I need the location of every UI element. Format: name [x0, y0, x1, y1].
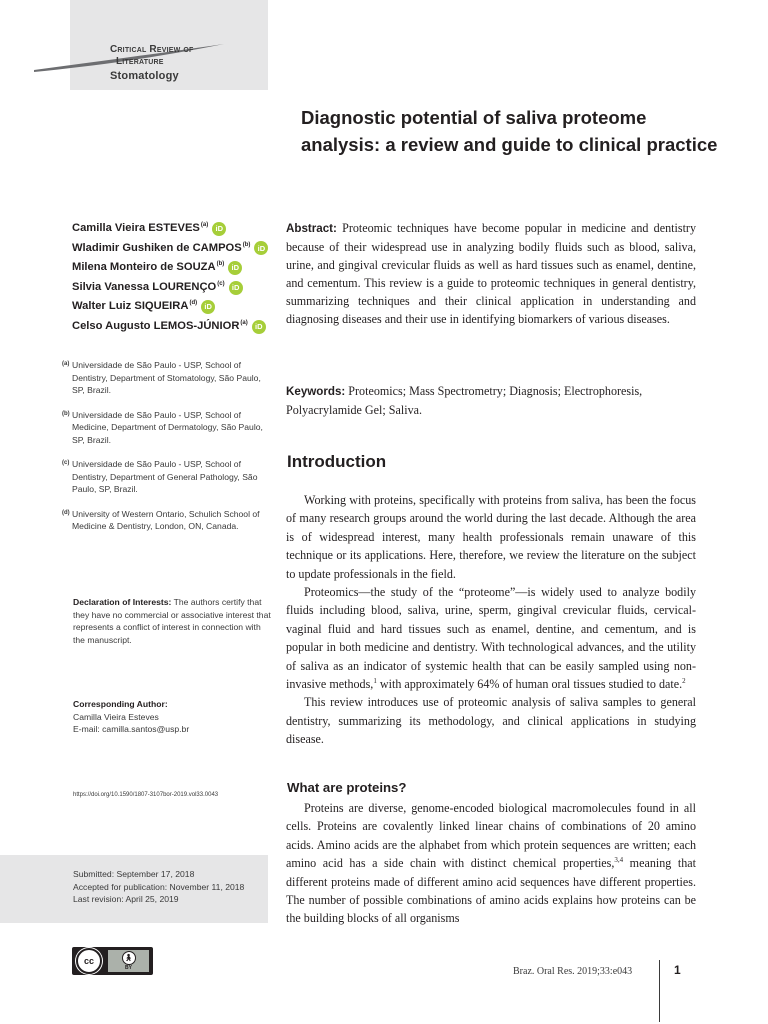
- accepted-date: Accepted for publication: November 11, 2018: [73, 881, 245, 892]
- revision-date: Last revision: April 25, 2019: [73, 894, 179, 904]
- journal-name-line1: Critical Review of: [110, 44, 194, 55]
- author-name: Milena Monteiro de SOUZA: [72, 261, 216, 274]
- author-item: [72, 317, 282, 337]
- reference-marker[interactable]: 3,4: [614, 856, 624, 865]
- page-number: 1: [674, 963, 681, 977]
- author-name: Celso Augusto LEMOS-JÚNIOR: [72, 319, 240, 332]
- author-name: Wladimir Gushiken de CAMPOS: [72, 241, 242, 254]
- affiliation-text: Universidade de São Paulo - USP, School of Dentistry, Department of Stomatology, São Paulo, SP, Brazil.: [72, 360, 261, 395]
- proteins-body: [286, 799, 696, 928]
- affiliation-tag: (b): [62, 410, 70, 417]
- journal-name: [110, 44, 194, 82]
- affiliation-tag: (a): [62, 361, 70, 367]
- declaration-heading: Declaration of Interests:: [73, 597, 172, 607]
- author-affil-tag: (a): [240, 319, 248, 326]
- author-affil-tag: (d): [189, 300, 198, 307]
- person-icon: 🚶︎: [122, 951, 136, 965]
- corresponding-heading: Corresponding Author:: [73, 699, 168, 709]
- author-item: [72, 239, 282, 259]
- affiliation-text: Universidade de São Paulo - USP, School of Medicine, Department of Dermatology, São Paulo, SP, Brazil.: [72, 409, 263, 445]
- reference-marker[interactable]: 1: [373, 677, 377, 686]
- corresponding-author: [73, 698, 273, 736]
- author-name: Camilla Vieira ESTEVES: [72, 222, 200, 234]
- doi-link[interactable]: https://doi.org/10.1590/1807-3107bor-2019.vol33.0043: [73, 792, 219, 798]
- affiliation-list: [62, 359, 272, 545]
- affiliation-text: Universidade de São Paulo - USP, School of Dentistry, Department of General Pathology, São Paulo, SP, Brazil.: [72, 459, 258, 494]
- keywords-text: Proteomics; Mass Spectrometry; Diagnosis; Electrophoresis, Polyacrylamide Gel; Saliva.: [286, 384, 643, 417]
- footer-divider: [659, 960, 660, 1022]
- author-item: [72, 297, 282, 317]
- orcid-icon[interactable]: iD: [254, 241, 268, 255]
- author-item: [72, 219, 282, 239]
- paragraph-text: Proteins are diverse, genome-encoded biological macromolecules found in all cells. Proteins are covalently linked linear chains of combinations of 20 amino acids. Amino acids are the alphabet from which protein sequences are written; each amino acid has a side chain with distinct chemical properties,: [286, 801, 696, 871]
- orcid-icon[interactable]: iD: [201, 300, 215, 314]
- attribution-block: [108, 950, 149, 972]
- declaration-of-interests: [73, 596, 273, 647]
- introduction-body: [286, 491, 696, 749]
- paragraph-text: Proteomics—the study of the “proteome”—is widely used to analyze bodily fluids including blood, saliva, urine, sperm, gingival crevicular fluids, cervical-vaginal fluid and hard tissues such as enamel, dentine, and cementum, and is popular in both medicine and dentistry. With technological advances, and the utility of saliva as an indicator of systemic health that can be easily sampled using non-invasive methods,: [286, 585, 696, 692]
- abstract-text: Proteomic techniques have become popular in medicine and dentistry because of their widespread use in analyzing bodily fluids such as blood, saliva, urine, and gingival crevicular fluids as well as hard tissues such as enamel, dentine, and cementum. This review is a guide to proteomic techniques in general dentistry, summarizing techniques and their clinical application in understanding and diagnosing diseases and their use in identifying biomarkers of various diseases.: [286, 221, 696, 326]
- footer-citation: Braz. Oral Res. 2019;33:e043: [513, 966, 633, 977]
- paragraph-text: meaning that different proteins made of different amino acid sequences have different properties. The number of possible combinations of amino acids explains how proteins can be the building blocks of all organisms: [286, 856, 696, 926]
- section-heading-introduction: Introduction: [287, 452, 387, 471]
- abstract: [286, 219, 696, 328]
- author-name: Walter Luiz SIQUEIRA: [72, 300, 189, 313]
- keywords-label: Keywords:: [286, 385, 346, 398]
- author-list: [72, 219, 282, 337]
- paragraph: [286, 583, 696, 693]
- paragraph: [286, 799, 696, 928]
- affiliation-item: [62, 458, 272, 496]
- corresponding-name: Camilla Vieira Esteves: [73, 711, 159, 722]
- author-name: Silvia Vanessa LOURENÇO: [72, 280, 217, 293]
- journal-header-box: [70, 0, 268, 90]
- section-heading-proteins: What are proteins?: [287, 780, 407, 795]
- paragraph: This review introduces use of proteomic analysis of saliva samples to general dentistry, summarizing its methodology, and clinical applications in studying disease.: [286, 695, 696, 747]
- orcid-icon[interactable]: iD: [212, 222, 226, 236]
- affiliation-text: University of Western Ontario, Schulich School of Medicine & Dentistry, London, ON, Canada.: [72, 508, 260, 531]
- author-item: [72, 258, 282, 278]
- declaration-text: The authors certify that they have no commercial or associative interest that represents a conflict of interest in connection with the manuscript.: [73, 597, 271, 646]
- orcid-icon[interactable]: iD: [228, 261, 242, 275]
- author-affil-tag: (a): [200, 222, 209, 228]
- article-title: Diagnostic potential of saliva proteome analysis: a review and guide to clinical practice: [301, 107, 718, 155]
- author-affil-tag: (c): [217, 280, 225, 287]
- orcid-icon[interactable]: iD: [252, 320, 266, 334]
- cc-by-license-badge[interactable]: [72, 947, 153, 975]
- journal-name-line2: Literature: [116, 56, 164, 67]
- affiliation-tag: (c): [62, 460, 70, 466]
- author-affil-tag: (b): [216, 261, 225, 268]
- author-affil-tag: (b): [242, 241, 251, 248]
- creative-commons-icon: cc: [76, 948, 102, 974]
- orcid-icon[interactable]: iD: [229, 281, 243, 295]
- journal-section: Stomatology: [110, 70, 179, 82]
- corresponding-email[interactable]: E-mail: camilla.santos@usp.br: [73, 724, 190, 735]
- affiliation-tag: (d): [62, 509, 70, 516]
- by-label: BY: [125, 965, 132, 971]
- paragraph-text: with approximately 64% of human oral tissues studied to date.: [376, 677, 683, 692]
- affiliation-item: [62, 359, 272, 397]
- abstract-label: Abstract:: [286, 222, 337, 235]
- reference-marker[interactable]: 2: [682, 677, 686, 686]
- author-item: [72, 278, 282, 298]
- affiliation-item: [62, 409, 272, 447]
- publication-dates: [73, 868, 244, 906]
- keywords: [286, 382, 696, 419]
- submitted-date: Submitted: September 17, 2018: [73, 869, 195, 879]
- affiliation-item: [62, 508, 272, 533]
- paragraph: Working with proteins, specifically with proteins from saliva, has been the focus of many research groups around the world during the last decade. Although the area is of widespread interest, many health professionals remain unaware of this technique or its applications. Here, therefore, we review the literature on the subject to update professionals in the field.: [286, 493, 696, 581]
